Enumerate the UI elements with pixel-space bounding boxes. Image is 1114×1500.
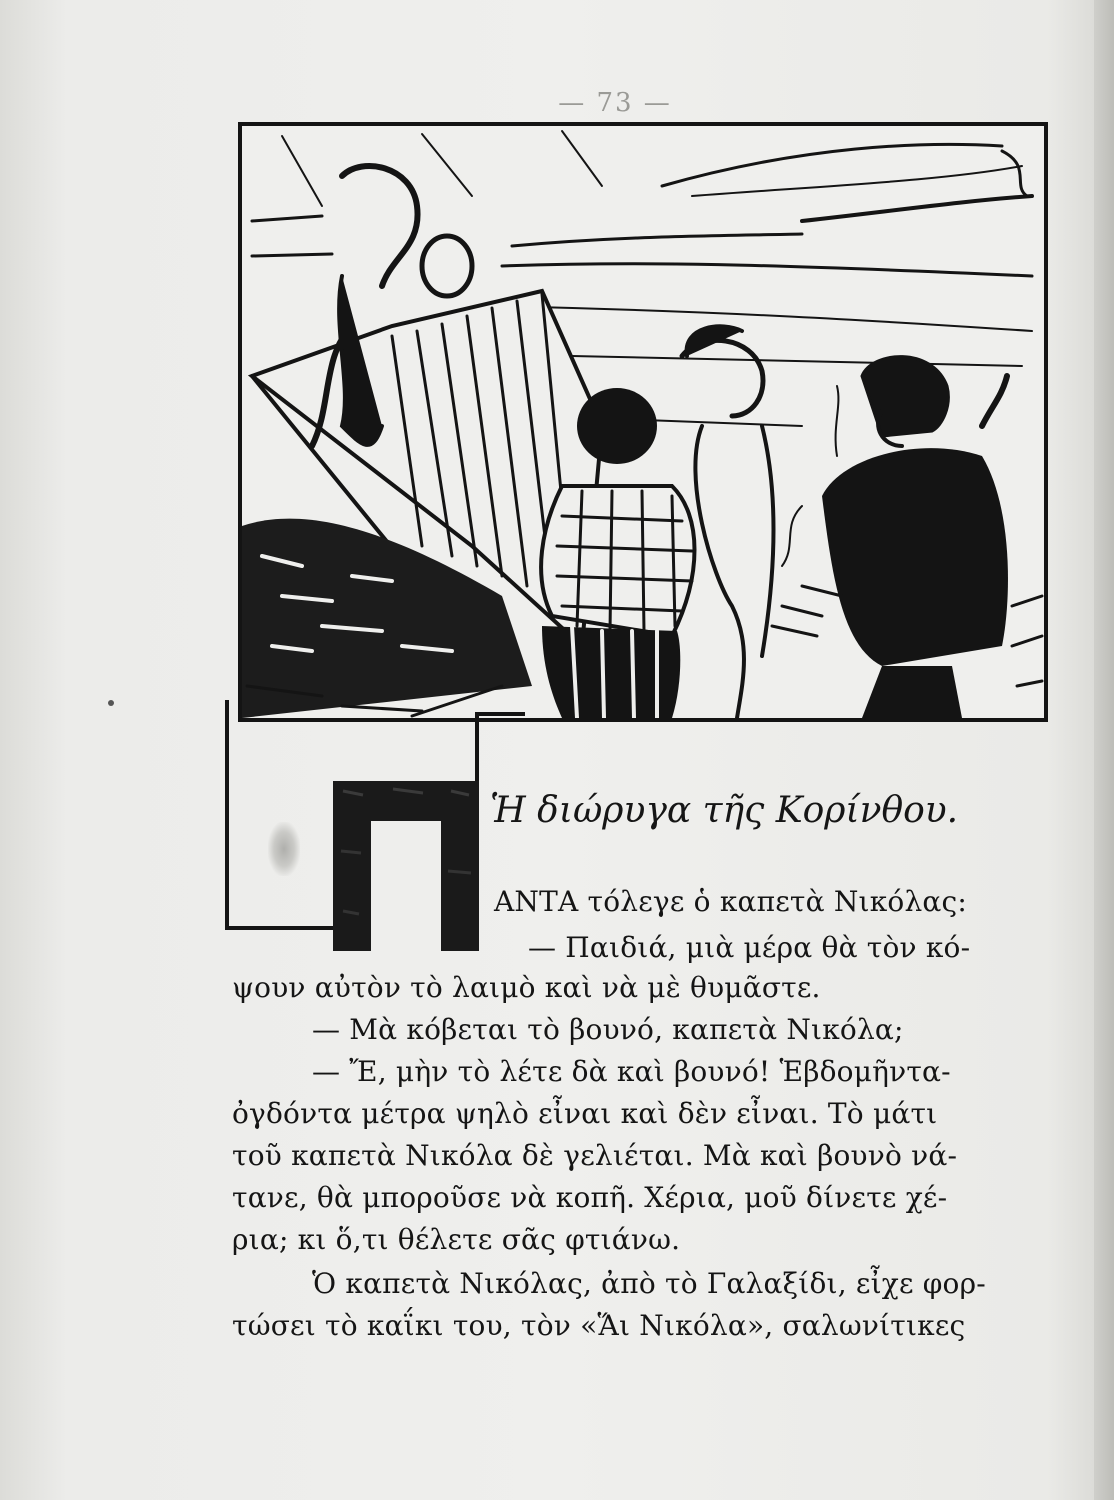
illustration-frame-inner-top xyxy=(475,712,525,716)
page-edge-shadow xyxy=(1094,0,1114,1500)
illustration-drawing xyxy=(242,126,1044,718)
body-line: — Ἔ, μὴν τὸ λέτε δὰ καὶ βουνό! Ἑβδομῆντα- xyxy=(312,1055,951,1088)
margin-mark xyxy=(108,700,114,706)
chapter-title: Ἡ διώρυγα τῆς Κορίνθου. xyxy=(490,790,959,831)
body-line: — Μὰ κόβεται τὸ βουνό, καπετὰ Νικόλα; xyxy=(312,1013,904,1046)
body-line: ὀγδόντα μέτρα ψηλὸ εἶναι καὶ δὲν εἶναι. Τὸ μάτι xyxy=(232,1097,938,1130)
body-line: τανε, θὰ μποροῦσε νὰ κοπῆ. Χέρια, μοῦ δίνετε χέ- xyxy=(232,1181,948,1214)
body-line: ψουν αὐτὸν τὸ λαιμὸ καὶ νὰ μὲ θυμᾶστε. xyxy=(232,971,821,1004)
library-stamp xyxy=(268,822,300,876)
drop-cap-letter xyxy=(333,781,479,951)
body-line: — Παιδιά, μιὰ μέρα θὰ τὸν κό- xyxy=(528,931,971,964)
body-line: ΑΝΤΑ τόλεγε ὁ καπετὰ Νικόλας: xyxy=(494,885,968,918)
body-line: τώσει τὸ καΐκι του, τὸν «Ἅι Νικόλα», σαλωνίτικες xyxy=(232,1309,966,1342)
body-line: τοῦ καπετὰ Νικόλα δὲ γελιέται. Μὰ καὶ βουνὸ νά- xyxy=(232,1139,958,1172)
harbor-scene-illustration xyxy=(238,122,1048,722)
illustration-frame-left xyxy=(225,700,229,930)
body-line: Ὁ καπετὰ Νικόλας, ἀπὸ τὸ Γαλαξίδι, εἶχε φορ- xyxy=(312,1267,986,1300)
illustration-frame-bottom xyxy=(225,926,335,930)
page-number: — 73 — xyxy=(558,88,672,118)
illustration-frame-inner xyxy=(475,712,479,792)
body-line: ρια; κι ὅ,τι θέλετε σᾶς φτιάνω. xyxy=(232,1223,681,1256)
drop-cap-pi-icon xyxy=(333,781,479,951)
